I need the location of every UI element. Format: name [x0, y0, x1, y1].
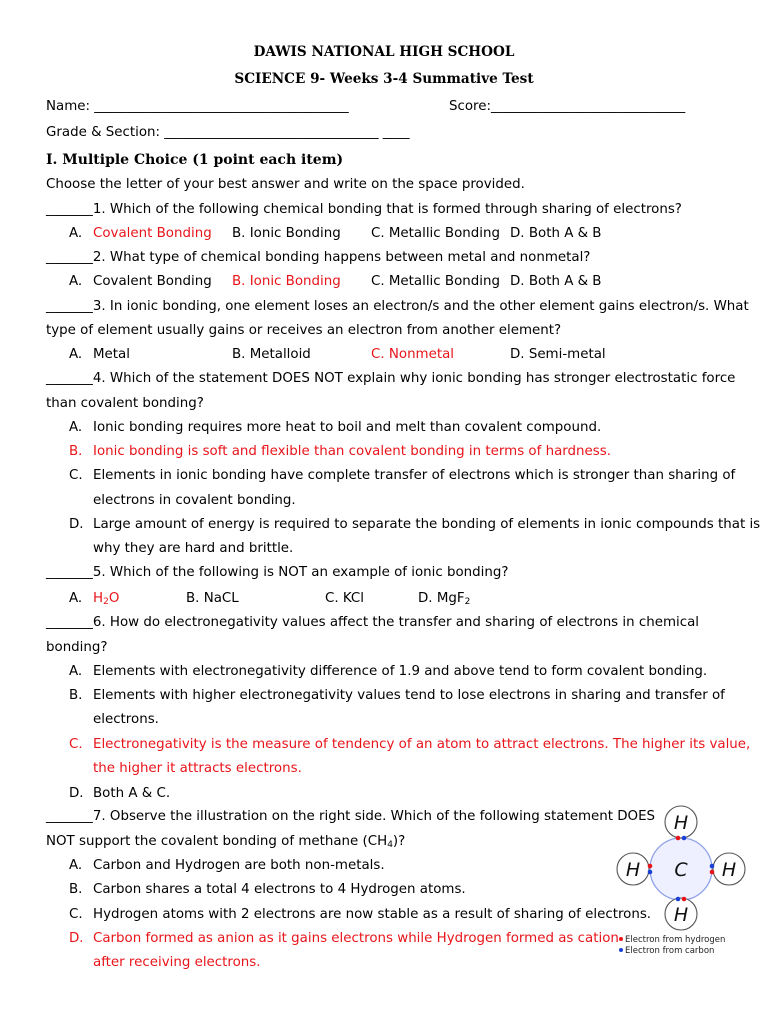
atom-label-c: C [674, 859, 688, 881]
q1-option-a: Covalent Bonding [93, 226, 212, 241]
q6-letter-b: B. [69, 688, 83, 703]
electron-carbon [682, 836, 687, 841]
q7-option-d-line-1: Carbon formed as anion as it gains electrons while Hydrogen formed as cation [93, 931, 619, 946]
q6-letter-a: A. [69, 664, 83, 679]
question-7-line-2: NOT support the covalent bonding of methane $(CH_4)$? [46, 834, 406, 850]
q5-option-b: B. NaCL [186, 591, 239, 606]
question-7-line-1: _______7. Observe the illustration on the right side. Which of the following statement DOES [46, 809, 656, 824]
electron-hydrogen [682, 897, 687, 902]
q2-option-c: C. Metallic Bonding [371, 274, 500, 289]
q3-option-d: D. Semi-metal [510, 347, 606, 362]
question-1: _______1. Which of the following chemical bonding that is formed through sharing of electrons? [46, 202, 682, 217]
atom-label-h-top: H [673, 812, 689, 834]
grade-section-field: Grade & Section: ________________________________ ____ [46, 125, 410, 140]
q2-option-a: Covalent Bonding [93, 274, 212, 289]
electron-carbon [676, 897, 681, 902]
electron-carbon [710, 864, 715, 869]
q1-option-b: B. Ionic Bonding [232, 226, 341, 241]
question-6-line-2: bonding? [46, 640, 108, 655]
legend-carbon-dot [619, 948, 623, 952]
question-3-line-2: type of element usually gains or receives an electron from another element? [46, 323, 562, 338]
q6-letter-d: D. [69, 786, 84, 801]
q3-option-b: B. Metalloid [232, 347, 311, 362]
q2-letter-a: A. [69, 274, 83, 289]
q7-option-c: Hydrogen atoms with 2 electrons are now stable as a result of sharing of electrons. [93, 907, 652, 922]
q4-letter-a: A. [69, 420, 83, 435]
q4-option-c-line-1: Elements in ionic bonding have complete transfer of electrons which is stronger than sharing of [93, 468, 736, 483]
q4-option-b: Ionic bonding is soft and flexible than covalent bonding in terms of hardness. [93, 444, 611, 459]
question-4-line-1: _______4. Which of the statement DOES NOT explain why ionic bonding has stronger electrostatic force [46, 371, 736, 386]
score-field: Score:_____________________________ [449, 99, 686, 114]
q6-option-a: Elements with electronegativity difference of 1.9 and above tend to form covalent bonding. [93, 664, 708, 679]
q4-letter-b: B. [69, 444, 83, 459]
name-field: Name: ______________________________________ [46, 99, 349, 114]
q5-option-c: C. KCl [325, 591, 364, 606]
q5-option-d: D. MgF$_2$ [418, 591, 471, 607]
school-name: DAWIS NATIONAL HIGH SCHOOL [253, 44, 515, 60]
q7-letter-d: D. [69, 931, 84, 946]
atom-label-h-right: H [721, 859, 737, 881]
electron-hydrogen [648, 864, 653, 869]
legend-hydrogen-dot [619, 937, 623, 941]
legend-hydrogen-label: Electron from hydrogen [625, 935, 726, 945]
q4-option-d-line-2: why they are hard and brittle. [93, 541, 294, 556]
atom-label-h-left: H [625, 859, 641, 881]
electron-hydrogen [710, 870, 715, 875]
q3-option-c: C. Nonmetal [371, 347, 455, 362]
q1-option-c: C. Metallic Bonding [371, 226, 500, 241]
q2-option-d: D. Both A & B [510, 274, 602, 289]
q7-option-a: Carbon and Hydrogen are both non-metals. [93, 858, 385, 873]
legend-carbon-label: Electron from carbon [625, 946, 715, 956]
electron-carbon [648, 870, 653, 875]
q6-option-b-line-2: electrons. [93, 712, 159, 727]
q4-option-d-line-1: Large amount of energy is required to separate the bonding of elements in ionic compounds that is [93, 517, 761, 532]
atom-label-h-bottom: H [673, 904, 689, 926]
q7-letter-b: B. [69, 882, 83, 897]
q6-option-c-line-1: Electronegativity is the measure of tendency of an atom to attract electrons. The higher its value, [93, 737, 751, 752]
q7-option-d-line-2: after receiving electrons. [93, 955, 261, 970]
q4-option-a: Ionic bonding requires more heat to boil and melt than covalent compound. [93, 420, 602, 435]
q3-letter-a: A. [69, 347, 83, 362]
q5-option-a: $H_2O$ [93, 591, 120, 607]
test-title: SCIENCE 9- Weeks 3-4 Summative Test [234, 71, 534, 87]
q7-letter-c: C. [69, 907, 83, 922]
q6-option-d: Both A & C. [93, 786, 171, 801]
q3-option-a: Metal [93, 347, 130, 362]
q4-letter-d: D. [69, 517, 84, 532]
question-4-line-2: than covalent bonding? [46, 396, 204, 411]
electron-hydrogen [676, 836, 681, 841]
question-6-line-1: _______6. How do electronegativity values affect the transfer and sharing of electrons in chemical [46, 615, 700, 630]
question-3-line-1: _______3. In ionic bonding, one element loses an electron/s and the other element gains electron/s. What [46, 299, 749, 314]
q4-option-c-line-2: electrons in covalent bonding. [93, 493, 296, 508]
q6-letter-c: C. [69, 737, 83, 752]
instructions: Choose the letter of your best answer and write on the space provided. [46, 177, 525, 192]
question-5: _______5. Which of the following is NOT an example of ionic bonding? [46, 565, 509, 580]
q4-letter-c: C. [69, 468, 83, 483]
q1-option-d: D. Both A & B [510, 226, 602, 241]
q5-letter-a: A. [69, 591, 83, 606]
methane-diagram [612, 804, 752, 964]
question-2: _______2. What type of chemical bonding happens between metal and nonmetal? [46, 250, 591, 265]
q6-option-b-line-1: Elements with higher electronegativity values tend to lose electrons in sharing and transfer of [93, 688, 725, 703]
q6-option-c-line-2: the higher it attracts electrons. [93, 761, 302, 776]
q1-letter-a: A. [69, 226, 83, 241]
q7-letter-a: A. [69, 858, 83, 873]
section-title: I. Multiple Choice (1 point each item) [46, 152, 344, 168]
q7-option-b: Carbon shares a total 4 electrons to 4 Hydrogen atoms. [93, 882, 466, 897]
q2-option-b: B. Ionic Bonding [232, 274, 341, 289]
